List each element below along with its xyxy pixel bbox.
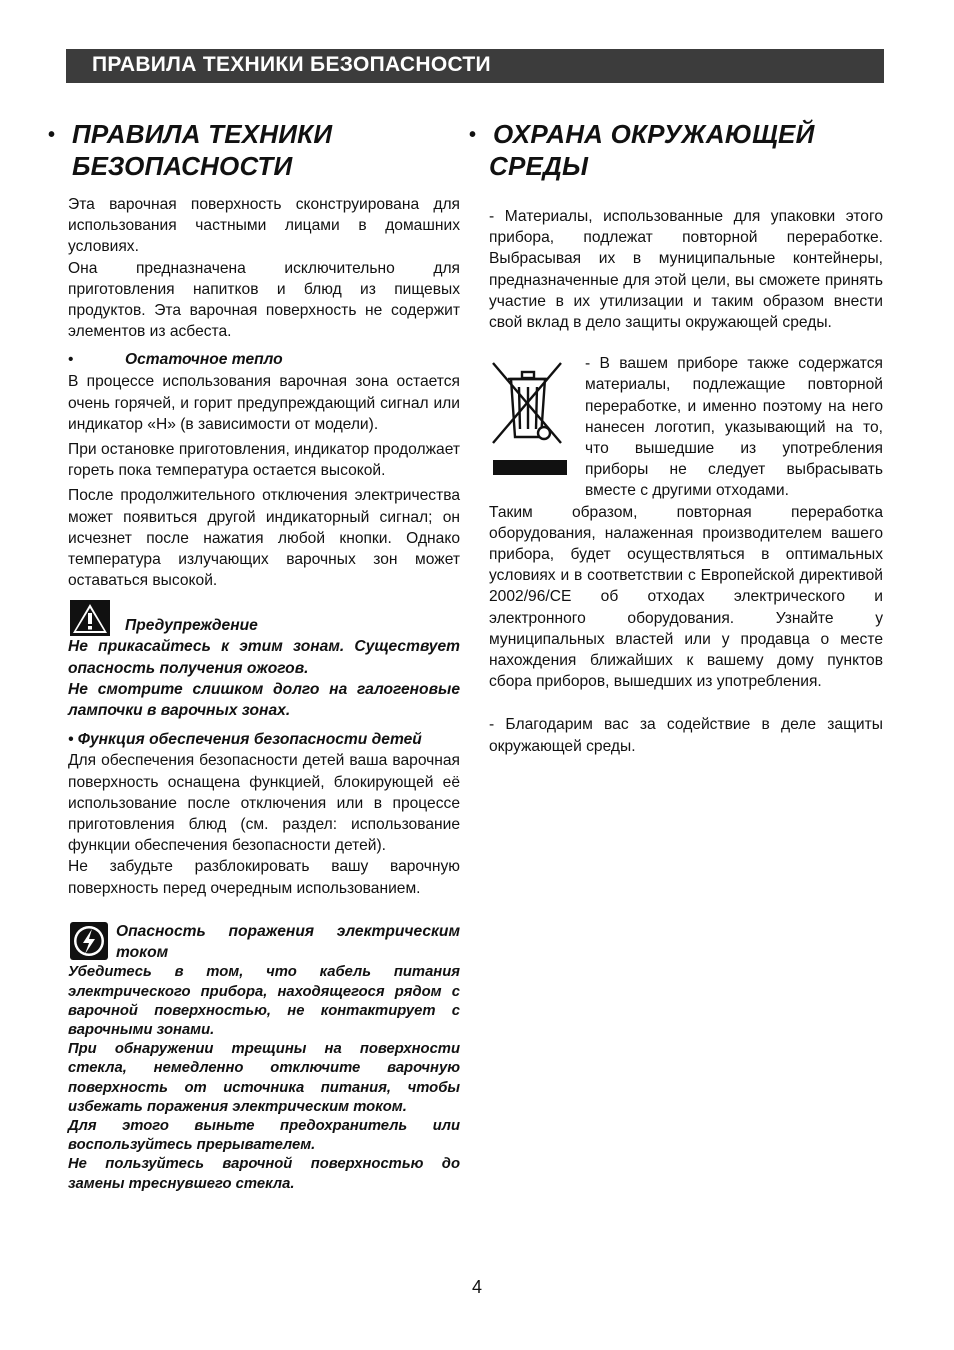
intro-paragraph-1: Эта варочная поверхность сконструирована для использования частными лицами в домашних условиях.: [68, 196, 460, 256]
warning-paragraph-2: Не смотрите слишком долго на галогеновые лампочки в варочных зонах.: [68, 680, 460, 720]
weee-bin-icon: [489, 357, 567, 475]
left-column: [48, 118, 460, 1194]
warning-triangle-icon: [70, 600, 110, 636]
electric-paragraph-2: При обнаружении трещины на поверхности стекла, немедленно отключите варочную поверхность от источника питания, чтобы избежать поражения электрическим током.: [68, 1041, 460, 1115]
page-number: 4: [471, 1277, 482, 1297]
intro-paragraph-2: Она предназначена исключительно для приготовления напитков и блюд из пищевых продуктов. Эта варочная поверхность не содержит элементов из асбеста.: [68, 259, 460, 341]
warning-paragraph-1: Не прикасайтесь к этим зонам. Существует опасность получения ожогов.: [68, 638, 460, 677]
left-heading: [48, 118, 460, 182]
electric-paragraph-4: Не пользуйтесь варочной поверхностью до замены треснувшего стекла.: [68, 1156, 460, 1192]
child-safety-paragraph-2: Не забудьте разблокировать вашу варочную поверхность перед очередным использованием.: [68, 858, 460, 897]
env-paragraph-2: - В вашем приборе также содержатся материалы, подлежащие повторной переработке, и именно поэтому на него нанесен логотип, указывающий на то, что вышедшие из употребления приборы не следует выбрасывать вместе с другими отходами.: [585, 355, 883, 500]
residual-paragraph-1: В процессе использования варочная зона остается очень горячей, и горит предупреждающий сигнал или индикатор «H» (в зависимости от модели).: [68, 373, 460, 433]
child-safety-paragraph-1: Для обеспечения безопасности детей ваша варочная поверхность оснащена функцией, блокирующей её использование после отключения или в процессе приготовления блюд (см. раздел: использование функции обеспечения безопасности детей).: [68, 752, 460, 855]
weee-block: [489, 353, 883, 501]
left-heading-line2: БЕЗОПАСНОСТИ: [72, 151, 293, 181]
electric-shock-icon: [70, 922, 108, 960]
left-heading-line1: ПРАВИЛА ТЕХНИКИ: [72, 119, 333, 149]
env-paragraph-4: - Благодарим вас за содействие в деле защиты окружающей среды.: [489, 716, 883, 755]
residual-paragraph-2: При остановке приготовления, индикатор продолжает гореть пока температура остается высокой.: [68, 441, 460, 480]
residual-heat-heading: [68, 349, 460, 371]
bullet-icon: •: [469, 124, 477, 146]
warning-title: Предупреждение: [125, 617, 258, 635]
right-heading-line2: СРЕДЫ: [489, 151, 589, 181]
electric-paragraph-1: Убедитесь в том, что кабель питания электрического прибора, находящегося рядом с варочной поверхностью, не контактирует с варочными зонами.: [68, 964, 460, 1038]
right-heading: [469, 118, 883, 182]
env-paragraph-1: - Материалы, использованные для упаковки этого прибора, подлежат повторной переработке. Выбрасывая их в муниципальные контейнеры, предназначенные для этой цели, вы сможете принять участие в их утилизации и таким образом внести свой вклад в дело защиты окружающей среды.: [489, 208, 883, 332]
residual-heat-title: Остаточное тепло: [125, 351, 283, 369]
electric-paragraph-3: Для этого выньте предохранитель или воспользуйтесь прерывателем.: [68, 1117, 460, 1154]
child-safety-title: • Функция обеспечения безопасности детей: [68, 731, 422, 749]
right-heading-line1: ОХРАНА ОКРУЖАЮЩЕЙ: [493, 119, 815, 149]
residual-paragraph-3: После продолжительного отключения электричества может появиться другой индикаторный сигнал; он исчезнет после нажатия любой кнопки. Однако температура излучающих варочных зон может оставаться высокой.: [68, 487, 460, 590]
bullet-icon: •: [48, 124, 56, 146]
electric-title: Опасность поражения электрическим током: [116, 922, 460, 962]
env-paragraph-3: Таким образом, повторная переработка оборудования, налаженная производителем вашего прибора, будет осуществляться в оптимальных условиях и в соответствии с Европейской директивой 2002/96/CE об отходах электрического и электронного оборудования. Узнайте у муниципальных властей или у продавца о месте нахождения ближайших к вашему дому пунктов сбора приборов, вышедших из употребления.: [489, 503, 883, 691]
warning-heading: [68, 602, 460, 636]
right-column: [469, 118, 883, 757]
electric-heading: [68, 921, 460, 963]
section-banner: ПРАВИЛА ТЕХНИКИ БЕЗОПАСНОСТИ: [66, 49, 884, 83]
bullet-icon: •: [68, 351, 74, 369]
